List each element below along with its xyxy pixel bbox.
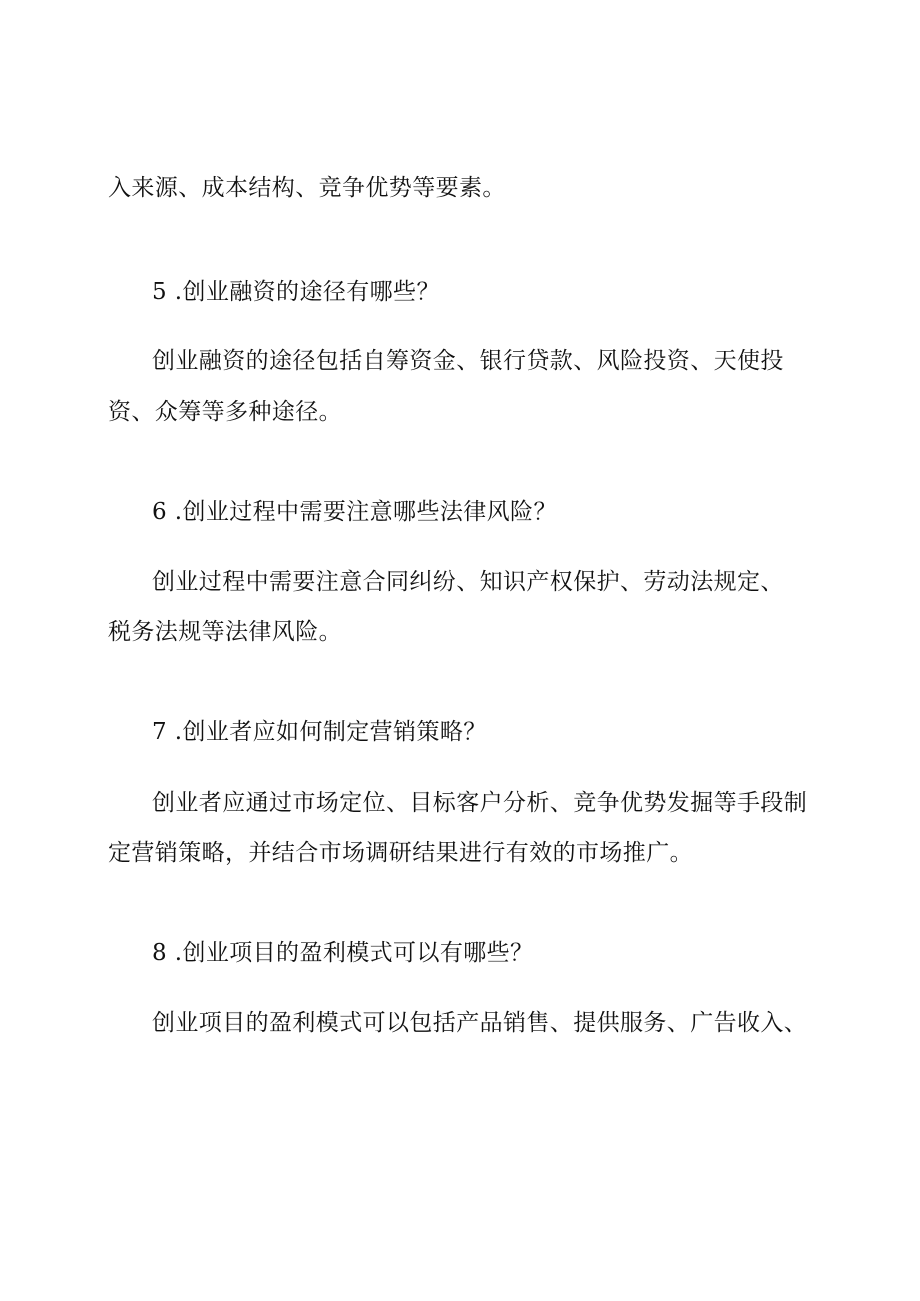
question-5-heading: 5 .创业融资的途径有哪些？ [152,279,440,305]
answer-5-line-2: 资、众筹等多种途径。 [108,399,342,425]
answer-8-line-1: 创业项目的盈利模式可以包括产品销售、提供服务、广告收入、 [152,1010,808,1036]
answer-6-line-2: 税务法规等法律风险。 [108,619,342,645]
answer-6-line-1: 创业过程中需要注意合同纠纷、知识产权保护、劳动法规定、 [152,569,784,595]
answer-7-line-2: 定营销策略，并结合市场调研结果进行有效的市场推广。 [108,840,693,866]
paragraph-continuation-line: 入来源、成本结构、竞争优势等要素。 [108,175,506,201]
question-8-heading: 8 .创业项目的盈利模式可以有哪些？ [152,940,534,966]
answer-7-line-1: 创业者应通过市场定位、目标客户分析、竞争优势发掘等手段制 [152,790,808,816]
question-7-heading: 7 .创业者应如何制定营销策略？ [152,719,487,745]
question-6-heading: 6 .创业过程中需要注意哪些法律风险？ [152,499,557,525]
answer-5-line-1: 创业融资的途径包括自筹资金、银行贷款、风险投资、天使投 [152,348,784,374]
